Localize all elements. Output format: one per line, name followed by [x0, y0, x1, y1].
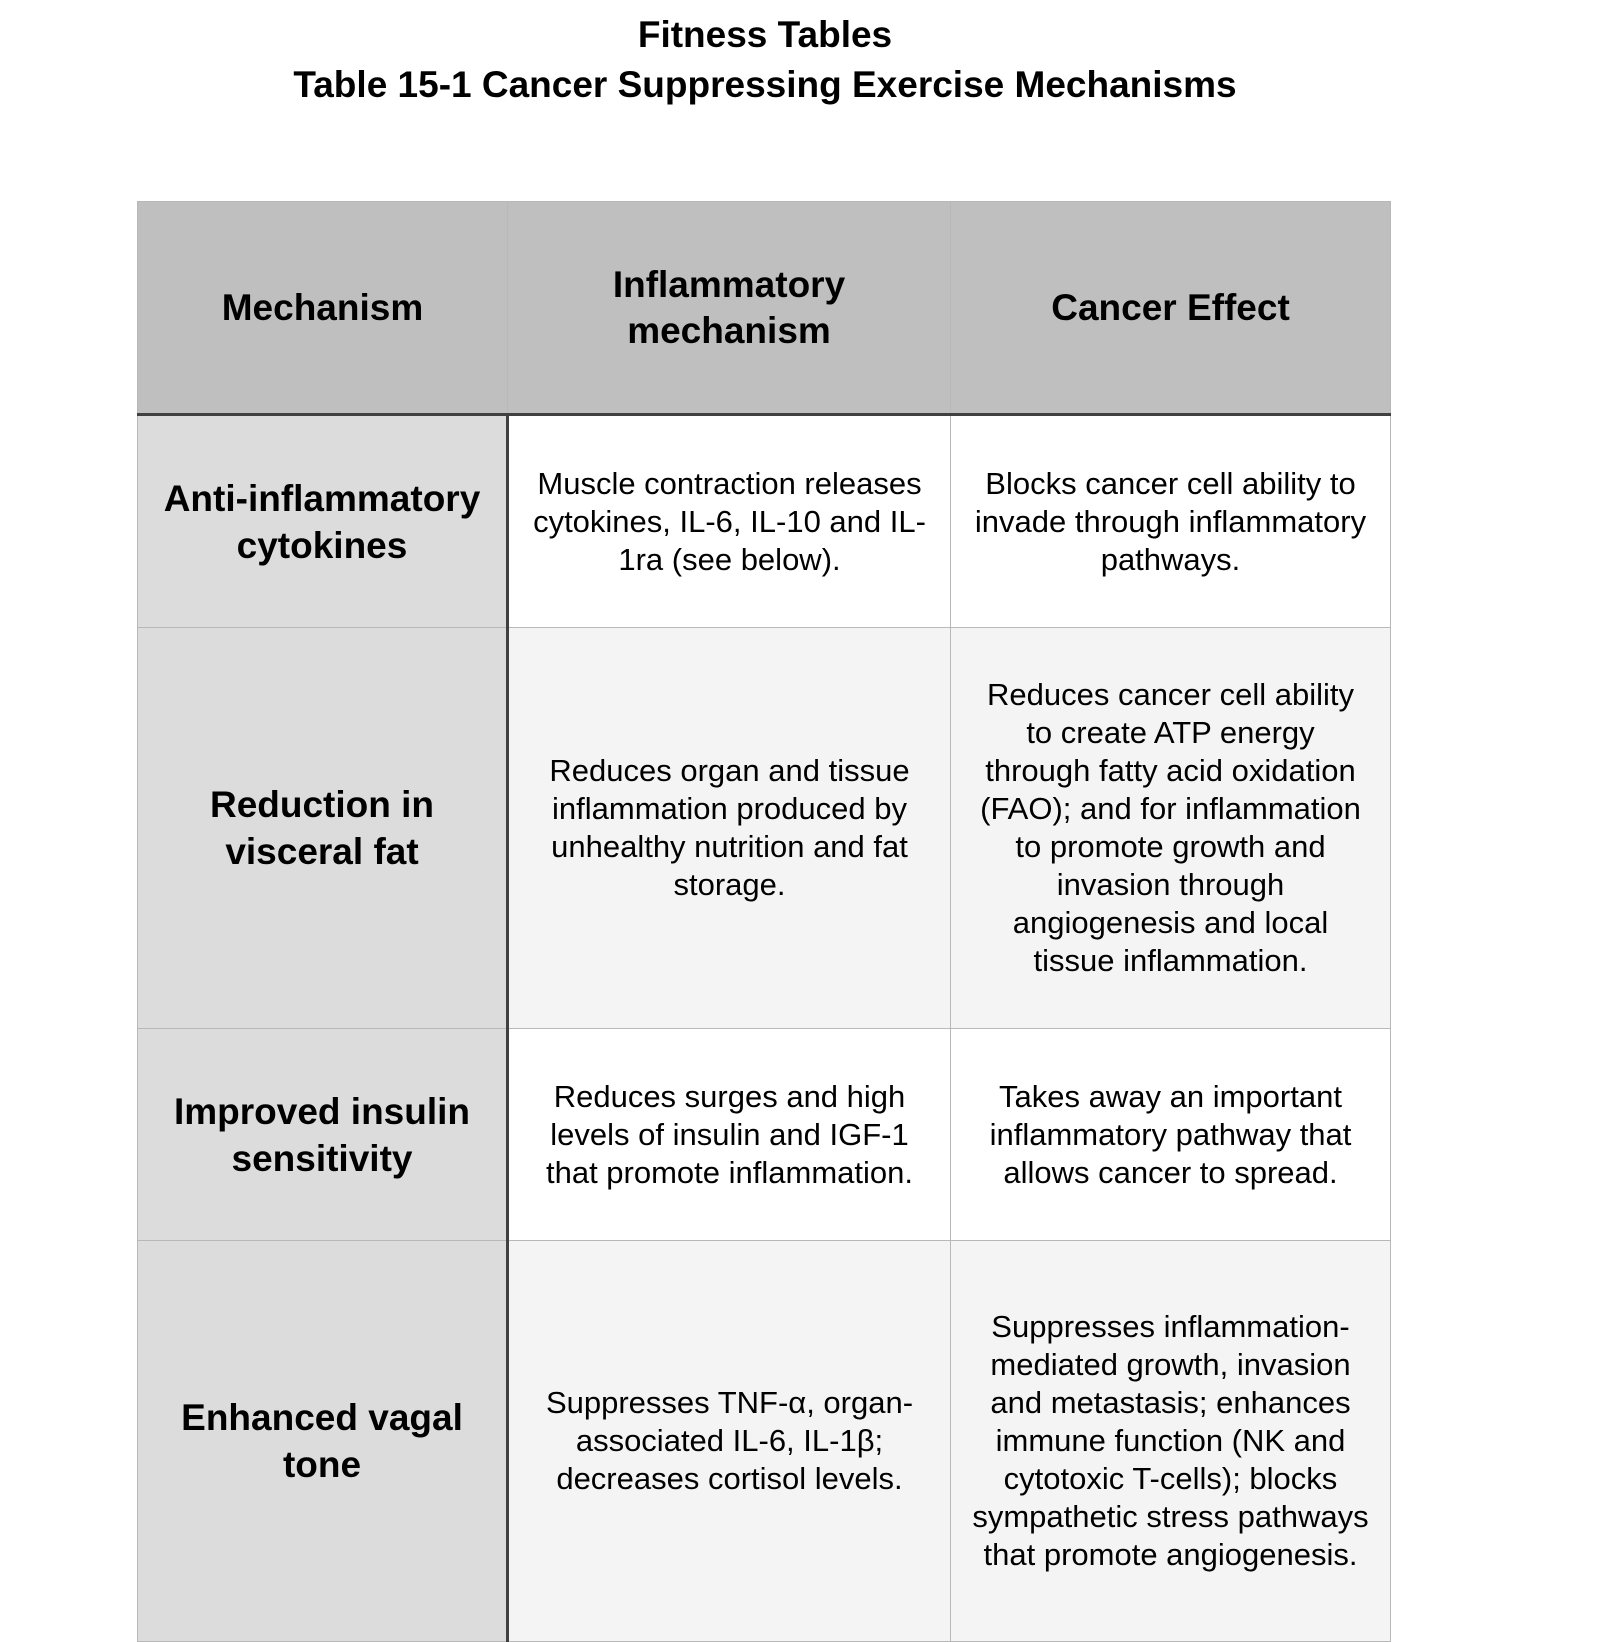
- mechanism-cell: Anti-inflammatory cytokines: [138, 415, 508, 628]
- mechanism-cell: Reduction in visceral fat: [138, 628, 508, 1029]
- table-title: Table 15-1 Cancer Suppressing Exercise Mechanisms: [293, 64, 1237, 105]
- document-title: Fitness Tables: [637, 14, 893, 55]
- mechanism-cell: Enhanced vagal tone: [138, 1241, 508, 1642]
- table-row: [138, 415, 1391, 628]
- column-header-inflammatory-mechanism: Inflammatory mechanism: [508, 202, 951, 415]
- table-row: [138, 628, 1391, 1029]
- cancer-effect-cell: Reduces cancer cell ability to create ATP energy through fatty acid oxidation (FAO); and for inflammation to promote growth and invasion through angiogenesis and local tissue inflammation.: [951, 628, 1391, 1029]
- table-row: [138, 1241, 1391, 1642]
- column-header-mechanism: Mechanism: [138, 202, 508, 415]
- inflammatory-mechanism-cell: Muscle contraction releases cytokines, IL-6, IL-10 and IL-1ra (see below).: [508, 415, 951, 628]
- cancer-effect-cell: Blocks cancer cell ability to invade through inflammatory pathways.: [951, 415, 1391, 628]
- mechanisms-table: [137, 201, 1391, 1642]
- page-header: [0, 10, 1530, 110]
- cancer-effect-cell: Takes away an important inflammatory pathway that allows cancer to spread.: [951, 1029, 1391, 1241]
- mechanism-cell: Improved insulin sensitivity: [138, 1029, 508, 1241]
- inflammatory-mechanism-cell: Suppresses TNF-α, organ-associated IL-6, IL-1β; decreases cortisol levels.: [508, 1241, 951, 1642]
- table-header-row: [138, 202, 1391, 415]
- column-header-cancer-effect: Cancer Effect: [951, 202, 1391, 415]
- cancer-effect-cell: Suppresses inflammation-mediated growth, invasion and metastasis; enhances immune function (NK and cytotoxic T-cells); blocks sympathetic stress pathways that promote angiogenesis.: [951, 1241, 1391, 1642]
- inflammatory-mechanism-cell: Reduces surges and high levels of insulin and IGF-1 that promote inflammation.: [508, 1029, 951, 1241]
- table-row: [138, 1029, 1391, 1241]
- inflammatory-mechanism-cell: Reduces organ and tissue inflammation produced by unhealthy nutrition and fat storage.: [508, 628, 951, 1029]
